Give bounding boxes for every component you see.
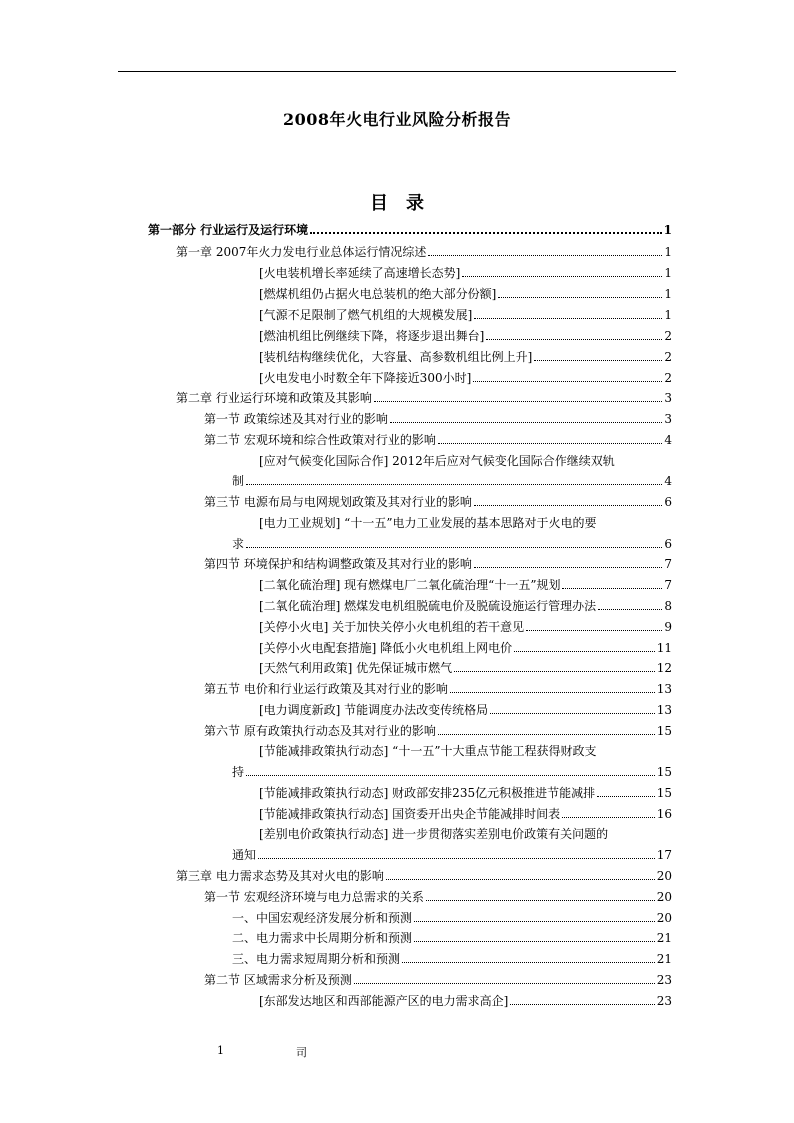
toc-entry-topic[interactable]: [关停小火电] 关于加快关停小火电机组的若干意见 9 — [259, 620, 672, 634]
toc-entry-subsection[interactable]: 三、电力需求短周期分析和预测 21 — [232, 952, 672, 966]
toc-entry-part-1[interactable]: 第一部分 行业运行及运行环境 1 — [148, 223, 672, 237]
toc-entry-section[interactable]: 第四节 环境保护和结构调整政策及其对行业的影响 7 — [204, 557, 672, 571]
toc-entry-section[interactable]: 第二节 宏观环境和综合性政策对行业的影响 4 — [204, 433, 672, 447]
toc-entry-topic[interactable]: [气源不足限制了燃气机组的大规模发展] 1 — [259, 308, 672, 322]
toc-entry-topic[interactable]: [火电装机增长率延续了高速增长态势] 1 — [259, 266, 672, 280]
toc-entry-section[interactable]: 第二节 区域需求分析及预测 23 — [204, 973, 672, 987]
toc-entry-topic[interactable]: [关停小火电配套措施] 降低小火电机组上网电价 11 — [259, 641, 672, 655]
document-title: 2008年火电行业风险分析报告 — [282, 110, 512, 129]
toc-entry-topic[interactable]: [天然气利用政策] 优先保证城市燃气 12 — [259, 661, 672, 675]
toc-entry-subsection[interactable]: 一、中国宏观经济发展分析和预测 20 — [232, 911, 672, 925]
toc-entry-section[interactable]: 第六节 原有政策执行动态及其对行业的影响 15 — [204, 724, 672, 738]
toc-heading: 目 录 — [370, 193, 424, 214]
toc-entry-topic-line1[interactable]: [电力工业规划] “十一五”电力工业发展的基本思路对于火电的要 — [259, 516, 597, 530]
toc-entry-section[interactable]: 第一节 宏观经济环境与电力总需求的关系 20 — [204, 890, 672, 904]
toc-entry-topic[interactable]: [燃油机组比例继续下降，将逐步退出舞台] 2 — [259, 329, 672, 343]
toc-entry-topic[interactable]: [二氧化硫治理] 现有燃煤电厂二氧化硫治理“十一五”规划 7 — [259, 578, 672, 592]
toc-entry-topic[interactable]: [燃煤机组仍占据火电总装机的绝大部分份额] 1 — [259, 287, 672, 301]
toc-entry-topic-line1[interactable]: [差别电价政策执行动态] 进一步贯彻落实差别电价政策有关问题的 — [259, 827, 609, 841]
footer-page-number: 1 — [217, 1044, 224, 1057]
toc-entry-section[interactable]: 第五节 电价和行业运行政策及其对行业的影响 13 — [204, 682, 672, 696]
toc-entry-section[interactable]: 第一节 政策综述及其对行业的影响 3 — [204, 412, 672, 426]
toc-entry-topic[interactable]: [节能减排政策执行动态] 财政部安排235亿元积极推进节能减排 15 — [259, 786, 672, 800]
header-rule — [118, 71, 676, 72]
toc-entry-chapter-1[interactable]: 第一章 2007年火力发电行业总体运行情况综述 1 — [176, 245, 672, 259]
toc-entry-topic[interactable]: [二氧化硫治理] 燃煤发电机组脱硫电价及脱硫设施运行管理办法 8 — [259, 599, 672, 613]
toc-entry-topic[interactable]: [火电发电小时数全年下降接近300小时] 2 — [259, 371, 672, 385]
toc-entry-topic-line1[interactable]: [应对气候变化国际合作] 2012年后应对气候变化国际合作继续双轨 — [259, 454, 615, 468]
toc-entry-topic-line2[interactable]: 制 4 — [232, 474, 672, 488]
toc-entry-topic-line2[interactable]: 持 15 — [232, 765, 672, 779]
toc-entry-chapter-2[interactable]: 第二章 行业运行环境和政策及其影响 3 — [176, 391, 672, 405]
toc-entry-topic[interactable]: [节能减排政策执行动态] 国资委开出央企节能减排时间表 16 — [259, 807, 672, 821]
toc-entry-section[interactable]: 第三节 电源布局与电网规划政策及其对行业的影响 6 — [204, 495, 672, 509]
leader-dots — [310, 232, 661, 234]
toc-entry-topic[interactable]: [电力调度新政] 节能调度办法改变传统格局 13 — [259, 703, 672, 717]
toc-entry-topic[interactable]: [东部发达地区和西部能源产区的电力需求高企] 23 — [259, 994, 672, 1008]
toc-entry-chapter-3[interactable]: 第三章 电力需求态势及其对火电的影响 20 — [176, 869, 672, 883]
toc-entry-topic-line1[interactable]: [节能减排政策执行动态] “十一五”十大重点节能工程获得财政支 — [259, 744, 597, 758]
toc-entry-subsection[interactable]: 二、电力需求中长周期分析和预测 21 — [232, 931, 672, 945]
toc-entry-topic-line2[interactable]: 求 6 — [232, 537, 672, 551]
toc-entry-topic-line2[interactable]: 通知 17 — [232, 848, 672, 862]
toc-entry-topic[interactable]: [装机结构继续优化，大容量、高参数机组比例上升] 2 — [259, 350, 672, 364]
footer-company: 司 — [296, 1046, 307, 1059]
